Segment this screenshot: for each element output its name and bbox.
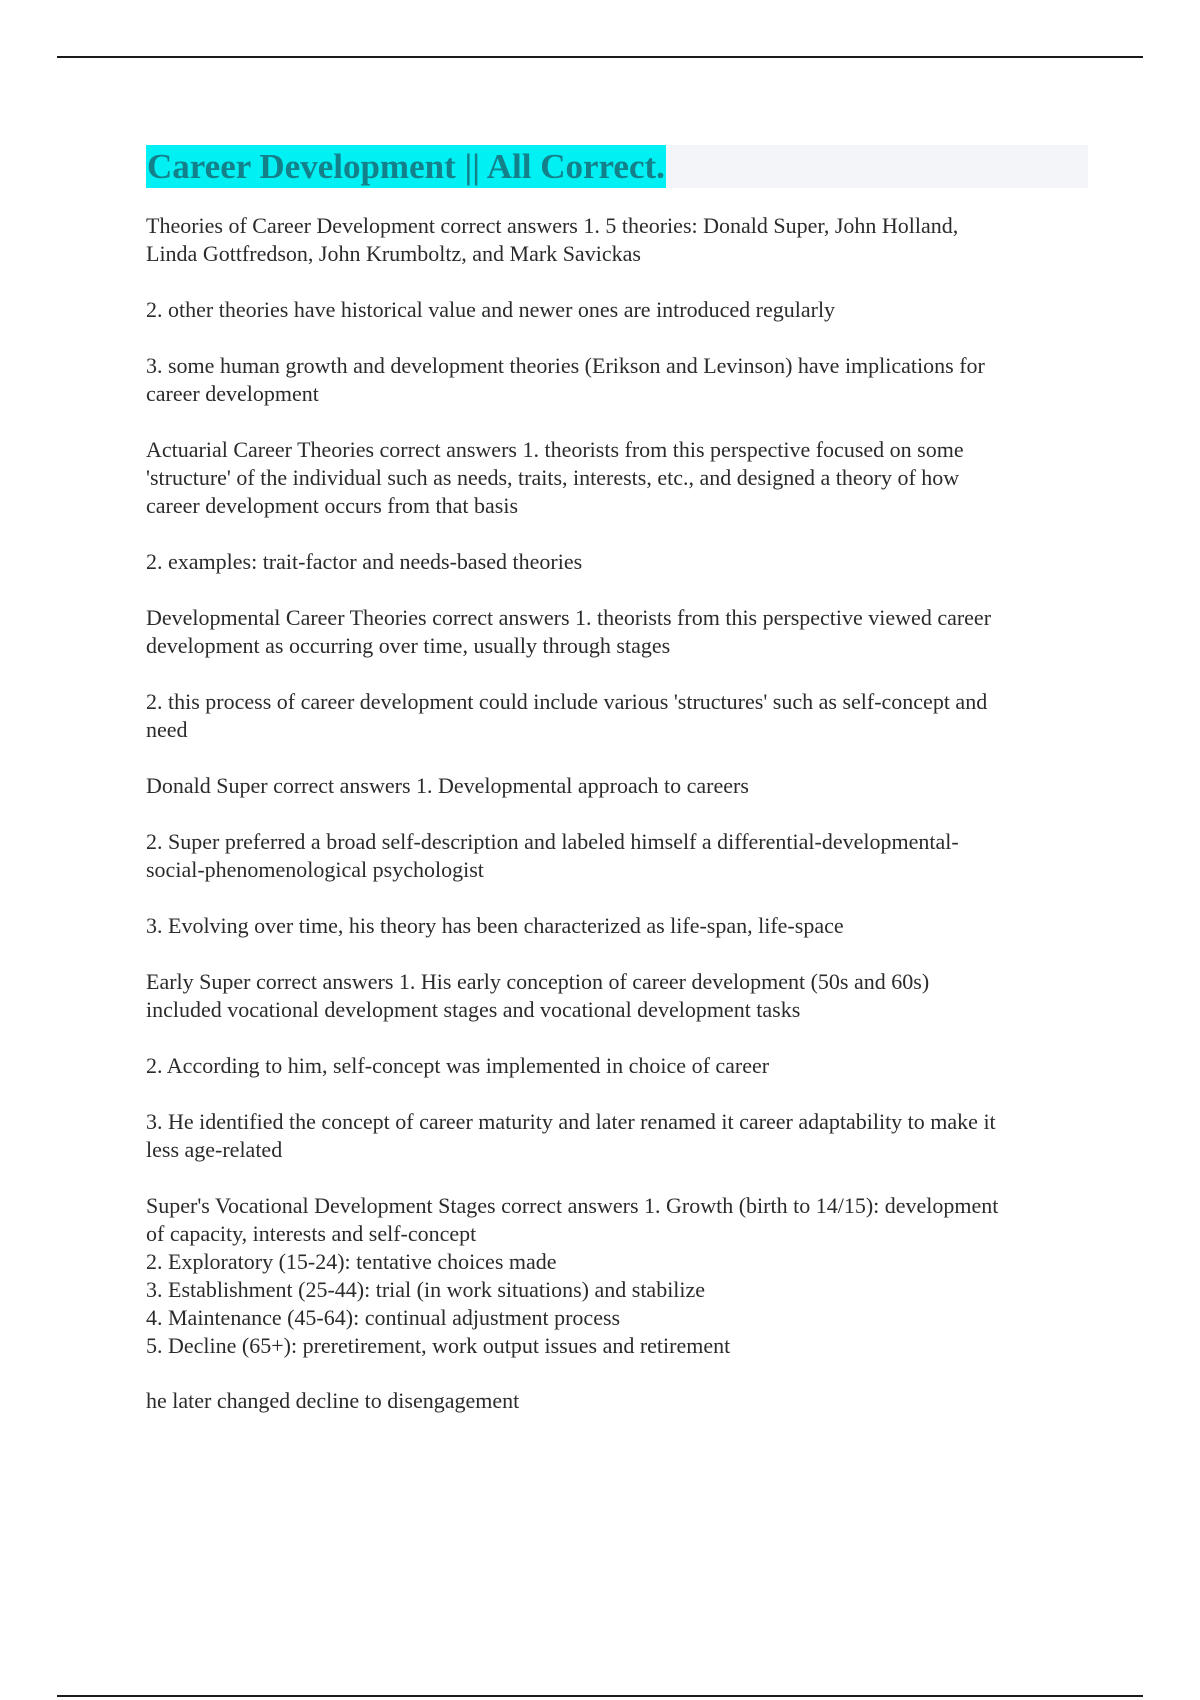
paragraph-vocational-stages: Super's Vocational Development Stages correct answers 1. Growth (birth to 14/15): development of capacity, interests and self-concept 2. Exploratory (15-24): tentative choices made 3. Establishment (25-44): trial (in work situations) and stabilize 4. Maintenance (45-64): continual adjustment process 5. Decline (65+): preretirement, work output issues and retirement — [146, 1193, 999, 1358]
paragraph-early-super-1: Early Super correct answers 1. His early conception of career development (50s and 60s) included vocational development stages and vocational development tasks — [146, 969, 930, 1022]
paragraph-super-3: 3. Evolving over time, his theory has been characterized as life-span, life-space — [146, 913, 844, 938]
paragraph-theories-intro: Theories of Career Development correct answers 1. 5 theories: Donald Super, John Holland, Linda Gottfredson, John Krumboltz, and Mark Savickas — [146, 213, 959, 266]
bottom-rule — [57, 1695, 1143, 1697]
paragraph-developmental-1: Developmental Career Theories correct answers 1. theorists from this perspective viewed career development as occurring over time, usually through stages — [146, 605, 992, 658]
paragraph-theories-2: 2. other theories have historical value and newer ones are introduced regularly — [146, 297, 836, 322]
paragraph-early-super-3: 3. He identified the concept of career maturity and later renamed it career adaptability to make it less age-related — [146, 1109, 996, 1162]
paragraph-super-2: 2. Super preferred a broad self-description and labeled himself a differential-developmental- social-phenomenological psychologist — [146, 829, 959, 882]
document-title: Career Development || All Correct. — [147, 147, 665, 186]
paragraph-theories-3: 3. some human growth and development theories (Erikson and Levinson) have implications for career development — [146, 353, 985, 406]
paragraph-disengagement: he later changed decline to disengagement — [146, 1388, 520, 1413]
paragraph-actuarial-2: 2. examples: trait-factor and needs-based theories — [146, 549, 583, 574]
paragraph-actuarial-1: Actuarial Career Theories correct answers 1. theorists from this perspective focused on some 'structure' of the individual such as needs, traits, interests, etc., and designed a theory of how career development occurs from that basis — [146, 437, 964, 518]
title-bar — [146, 145, 1088, 188]
paragraph-super-1: Donald Super correct answers 1. Developmental approach to careers — [146, 773, 749, 798]
top-rule — [57, 56, 1143, 58]
paragraph-developmental-2: 2. this process of career development could include various 'structures' such as self-concept and need — [146, 689, 988, 742]
paragraph-early-super-2: 2. According to him, self-concept was implemented in choice of career — [146, 1053, 770, 1078]
document-body — [146, 145, 1088, 1443]
